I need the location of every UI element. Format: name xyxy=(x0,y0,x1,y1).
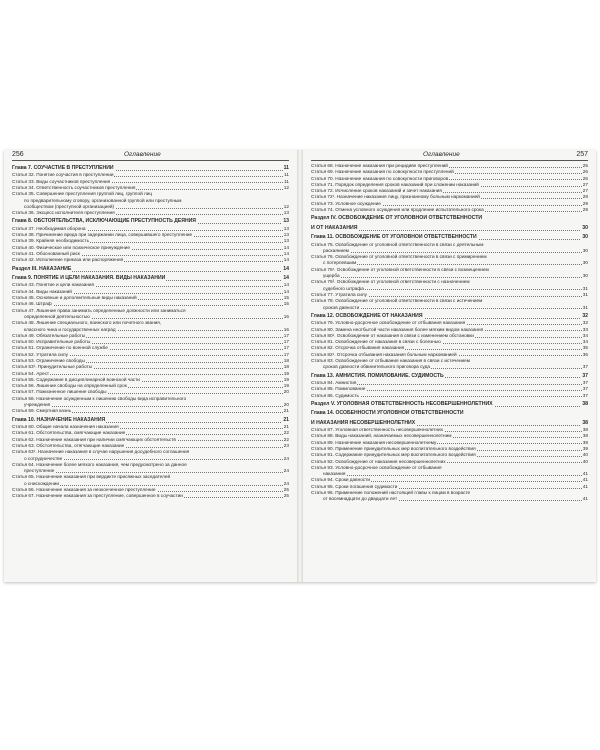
toc-entry-text: учреждения xyxy=(12,402,51,407)
toc-entry-text: Статья 60. Общие начала назначения наказания xyxy=(12,424,119,430)
toc-page-number: 21 xyxy=(283,416,289,423)
toc-page-number: 14 xyxy=(283,275,289,282)
toc-entry-text: Статья 49. Обязательные работы xyxy=(12,332,86,338)
toc-page-number: 14 xyxy=(283,288,289,294)
toc-entry-text: Глава 13. АМНИСТИЯ. ПОМИЛОВАНИЕ. СУДИМОСТЬ xyxy=(311,372,444,379)
toc-page-number: 26 xyxy=(582,169,588,175)
toc-entry-text: Статья 96. Применение положений настоящей главы к лицам в возрасте xyxy=(311,490,471,495)
toc-entry-text: Статья 92. Освобождение от наказания несовершеннолетних xyxy=(311,458,446,464)
toc-page-number: 29 xyxy=(582,200,588,206)
toc-entry-text: Глава 12. ОСВОБОЖДЕНИЕ ОТ НАКАЗАНИЯ xyxy=(311,312,423,319)
toc-entry-text: Статья 63. Обстоятельства, отягчающие наказание xyxy=(12,442,125,448)
toc-entry-text: И НАКАЗАНИЯ НЕСОВЕРШЕННОЛЕТНИХ xyxy=(311,419,416,426)
toc-entry-text: Статья 77. Утратила силу xyxy=(311,291,367,297)
toc-entry xyxy=(311,393,588,399)
toc-chapter-heading xyxy=(311,410,588,417)
toc-page-number: 34 xyxy=(582,339,588,345)
toc-chapter-heading xyxy=(311,234,588,241)
toc-page-number: 30 xyxy=(582,247,588,253)
toc-page-number: 37 xyxy=(582,392,588,398)
toc-entry-text: от восемнадцати до двадцати лет xyxy=(311,496,398,501)
toc-page-number: 14 xyxy=(283,257,289,263)
toc-page-number: 31 xyxy=(582,285,588,291)
open-book xyxy=(4,150,596,582)
toc-entry-continuation xyxy=(311,496,588,502)
toc-entry-text: о снисхождении xyxy=(12,481,60,486)
right-page xyxy=(303,150,596,582)
toc-page-number: 11 xyxy=(284,178,289,184)
toc-page-number: 11 xyxy=(283,165,289,171)
toc-entry-text: Глава 9. ПОНЯТИЕ И ЦЕЛИ НАКАЗАНИЯ. ВИДЫ НАКАЗАНИЙ xyxy=(12,275,166,282)
toc-chapter-heading xyxy=(311,420,588,427)
toc-chapter-heading xyxy=(12,417,289,424)
toc-entry-text: Статья 46. Штраф xyxy=(12,301,52,307)
toc-entry-text: Статья 58. Назначение осужденным к лишению свободы вида исправительного xyxy=(12,395,187,401)
toc-chapter-heading xyxy=(12,165,289,172)
toc-page-number: 19 xyxy=(283,370,289,376)
header-rule xyxy=(311,160,588,161)
toc-entry-text: Статья 74. Отмена условного осуждения или продление испытательного срока xyxy=(311,207,484,213)
toc-page-number: 18 xyxy=(283,364,289,370)
toc-page-number: 37 xyxy=(582,386,588,392)
toc-entry-text: Статья 34. Ответственность соучастников преступления xyxy=(12,184,136,190)
toc-entry-text: Статья 59. Смертная казнь xyxy=(12,408,72,414)
toc-page-number: 15 xyxy=(283,301,289,307)
toc-entry-text: преступление xyxy=(12,468,55,473)
toc-entry xyxy=(12,493,289,499)
toc-entry-continuation xyxy=(311,364,588,370)
toc-entry-text: Статья 70. Назначение наказания по совокупности приговоров xyxy=(311,175,449,181)
toc-page-number: 22 xyxy=(283,436,289,442)
toc-entry-text: Статья 64. Назначение более мягкого наказания, чем предусмотрено за данное xyxy=(12,461,187,467)
toc-page-number: 21 xyxy=(283,408,289,414)
toc-entry-text: судебного штрафа xyxy=(311,286,365,291)
toc-entry-text: Статья 76¹. Освобождение от уголовной ответственности в связи с возмещением xyxy=(311,266,489,272)
toc-entry-text: Статья 76. Освобождение от уголовной ответственности в связи с примирением xyxy=(311,254,487,260)
toc-entry-text: Статья 39. Крайняя необходимость xyxy=(12,238,90,244)
toc-entry-text: Статья 51. Ограничение по военной службе xyxy=(12,345,108,351)
toc-entry-text: Статья 69. Назначение наказания по совокупности преступлений xyxy=(311,169,454,175)
toc-entry-text: Статья 91. Содержание принудительных мер воспитательного воздействия xyxy=(311,452,476,458)
toc-page-number: 30 xyxy=(582,234,588,241)
toc-entry-text: Раздел IV. ОСВОБОЖДЕНИЕ ОТ УГОЛОВНОЙ ОТВЕТСТВЕННОСТИ xyxy=(311,215,483,222)
toc-entry-text: Статья 32. Понятие соучастия в преступлении xyxy=(12,172,114,178)
toc-entry-text: Статья 56. Лишение свободы на определенный срок xyxy=(12,383,127,389)
toc-entry-text: Раздел V. УГОЛОВНАЯ ОТВЕТСТВЕННОСТЬ НЕСОВЕРШЕННОЛЕТНИХ xyxy=(311,400,493,407)
toc-entry-text: Статья 79. Условно-досрочное освобождение от отбывания наказания xyxy=(311,320,466,326)
toc-page-number: 20 xyxy=(283,389,289,395)
toc-page-number: 19 xyxy=(283,383,289,389)
toc-entry-text: Статья 72. Исчисление сроков наказаний и зачет наказания xyxy=(311,188,442,194)
toc-page-number: 24 xyxy=(283,468,289,474)
toc-entry-text: Статья 40. Физическое или психическое принуждение xyxy=(12,244,130,250)
toc-page-number: 14 xyxy=(283,244,289,250)
toc-page-number: 11 xyxy=(284,172,289,178)
toc-page-number: 27 xyxy=(582,188,588,194)
toc-page-number: 25 xyxy=(283,493,289,499)
toc-page-number: 41 xyxy=(582,471,588,477)
toc-page-number: 23 xyxy=(283,442,289,448)
toc-entry-text: Статья 53. Ограничение свободы xyxy=(12,357,85,363)
toc-entry-text: И ОТ НАКАЗАНИЯ xyxy=(311,224,358,231)
toc-page-number: 38 xyxy=(582,400,588,407)
toc-entry-text: Статья 80¹. Освобождение от наказания в связи с изменением обстановки xyxy=(311,332,474,338)
toc-page-number: 32 xyxy=(582,312,588,319)
toc-entry-text: Статья 89. Назначение наказания несовершеннолетнему xyxy=(311,439,437,445)
toc-page-number: 13 xyxy=(283,218,289,225)
toc-entry-text: сроков давности обвинительного приговора суда xyxy=(311,364,431,369)
toc-entry-text: Статья 45. Основные и дополнительные виды наказаний xyxy=(12,295,137,301)
toc-page-number: 37 xyxy=(582,379,588,385)
toc-entry-text: классного чина и государственных наград xyxy=(12,327,117,332)
toc-page-number: 29 xyxy=(582,207,588,213)
toc-entry-text: Статья 81. Освобождение от наказания в связи с болезнью xyxy=(311,339,441,345)
toc-entry-text: Статья 62. Назначение наказания при наличии смягчающих обстоятельств xyxy=(12,436,176,442)
toc-chapter-heading xyxy=(311,313,588,320)
toc-page-number: 36 xyxy=(582,351,588,357)
toc-page-number: 17 xyxy=(283,332,289,338)
toc-page-number: 25 xyxy=(582,163,588,168)
toc-entry-text: Статья 43. Понятие и цели наказания xyxy=(12,282,95,288)
toc-page-number: 31 xyxy=(582,304,588,310)
toc-entry-text: Статья 85. Помилование xyxy=(311,386,366,392)
toc-entry-text: Статья 38. Причинение вреда при задержании лица, совершившего преступление xyxy=(12,232,193,238)
toc-page-number: 34 xyxy=(582,332,588,338)
toc-entry-text: Статья 33. Виды соучастников преступления xyxy=(12,178,111,184)
toc-entry-text: Статья 87. Уголовная ответственность несовершеннолетних xyxy=(311,427,444,433)
toc-entry-text: Статья 93. Условно-досрочное освобождение от отбывания xyxy=(311,464,442,470)
toc-entry xyxy=(12,257,289,263)
toc-entry-text: Статья 57. Пожизненное лишение свободы xyxy=(12,389,107,395)
toc-entry-text: Статья 95. Сроки погашения судимости xyxy=(311,483,398,489)
toc-page-number: 30 xyxy=(582,260,588,266)
toc-entry-text: Статья 67. Назначение наказания за преступление, совершенное в соучастии xyxy=(12,493,183,499)
toc-page-number: 30 xyxy=(582,224,588,231)
toc-entry-text: сроков давности xyxy=(311,305,360,310)
toc-list xyxy=(311,163,588,503)
toc-page-number: 32 xyxy=(582,320,588,326)
toc-entry-text: Глава 11. ОСВОБОЖДЕНИЕ ОТ УГОЛОВНОЙ ОТВЕТСТВЕННОСТИ xyxy=(311,234,477,241)
toc-entry-text: Статья 88. Виды наказаний, назначаемых несовершеннолетним xyxy=(311,433,452,439)
toc-page-number: 39 xyxy=(582,439,588,445)
toc-entry-text: Статья 83. Освобождение от отбывания наказания в связи с истечением xyxy=(311,357,470,363)
toc-page-number: 25 xyxy=(283,487,289,493)
toc-entry-text: Статья 65. Назначение наказания при вердикте присяжных заседателей xyxy=(12,474,171,480)
toc-entry-text: Статья 73. Условное осуждение xyxy=(311,200,381,206)
running-title: Оглавление xyxy=(124,151,161,158)
toc-entry-text: определенной деятельностью xyxy=(12,314,91,319)
toc-page-number: 41 xyxy=(582,477,588,483)
toc-entry-text: Статья 50. Исправительные работы xyxy=(12,339,91,345)
toc-entry-text: Статья 61. Обстоятельства, смягчающие наказание xyxy=(12,430,126,436)
toc-entry-text: Статья 71. Порядок определения сроков наказаний при сложении наказаний xyxy=(311,181,479,187)
toc-entry-text: Статья 82¹. Отсрочка отбывания наказания больным наркоманией xyxy=(311,351,457,357)
toc-entry-text: Статья 75. Освобождение от уголовной ответственности в связи с деятельным xyxy=(311,241,484,247)
toc-entry-text: ущерба xyxy=(311,273,341,278)
toc-entry-text: раскаянием xyxy=(311,248,350,253)
toc-page-number: 38 xyxy=(582,427,588,433)
toc-section-heading xyxy=(311,401,588,408)
toc-entry-text: Статья 82. Отсрочка отбывания наказания xyxy=(311,345,405,351)
toc-entry-text: Статья 94. Сроки давности xyxy=(311,477,370,483)
toc-page-number: 15 xyxy=(283,295,289,301)
toc-page-number: 40 xyxy=(582,458,588,464)
toc-page-number: 24 xyxy=(283,480,289,486)
toc-entry-text: Статья 44. Виды наказаний xyxy=(12,288,72,294)
toc-page-number: 40 xyxy=(582,452,588,458)
toc-entry-text: Статья 72¹. Назначение наказания лицу, признанному больным наркоманией xyxy=(311,194,480,200)
toc-page-number: 17 xyxy=(283,351,289,357)
toc-page-number: 14 xyxy=(283,265,289,272)
toc-entry-text: Статья 36. Эксцесс исполнителя преступления xyxy=(12,210,115,216)
toc-page-number: 13 xyxy=(283,210,289,216)
toc-page-number: 13 xyxy=(283,225,289,231)
toc-entry-text: Статья 47. Лишение права занимать определенные должности или заниматься xyxy=(12,307,186,313)
toc-entry-text: Статья 35. Совершение преступления группой лиц, группой лиц xyxy=(12,191,153,197)
toc-page-number: 13 xyxy=(283,232,289,238)
toc-page-number: 28 xyxy=(582,194,588,200)
toc-entry-text: Статья 53¹. Принудительные работы xyxy=(12,364,93,370)
toc-page-number: 27 xyxy=(582,181,588,187)
toc-section-heading xyxy=(311,215,588,222)
toc-page-number: 38 xyxy=(582,433,588,439)
toc-page-number: 17 xyxy=(283,339,289,345)
page-number: 256 xyxy=(12,151,24,158)
toc-entry-text: по предварительному сговору, организованной группой или преступным xyxy=(12,198,183,203)
toc-section-heading xyxy=(311,225,588,232)
toc-page-number: 16 xyxy=(283,313,289,319)
toc-page-number: 19 xyxy=(283,376,289,382)
toc-page-number: 20 xyxy=(283,402,289,408)
toc-entry-text: Статья 48. Лишение специального, воинского или почетного звания, xyxy=(12,320,162,326)
toc-entry xyxy=(311,207,588,213)
toc-page-number: 14 xyxy=(283,282,289,288)
toc-page-number: 31 xyxy=(582,291,588,297)
toc-entry-text: Статья 84. Амнистия xyxy=(311,379,357,385)
toc-page-number: 24 xyxy=(283,455,289,461)
toc-page-number: 12 xyxy=(283,203,289,209)
toc-entry-text: Статья 90. Применение принудительных мер воспитательного воздействия xyxy=(311,445,476,451)
toc-page-number: 37 xyxy=(582,364,588,370)
left-page xyxy=(4,150,297,582)
toc-entry-text: Статья 63¹. Назначение наказания в случае нарушения досудебного соглашения xyxy=(12,449,190,455)
toc-entry-text: Статья 68. Назначение наказания при рецидиве преступлений xyxy=(311,163,448,168)
toc-entry-continuation xyxy=(311,305,588,311)
toc-page-number: 18 xyxy=(283,357,289,363)
toc-entry-text: Статья 41. Обоснованный риск xyxy=(12,251,80,257)
toc-entry-text: Глава 10. НАЗНАЧЕНИЕ НАКАЗАНИЯ xyxy=(12,416,106,423)
toc-entry-text: Глава 7. СОУЧАСТИЕ В ПРЕСТУПЛЕНИИ xyxy=(12,165,114,171)
toc-entry-text: сообществом (преступной организацией) xyxy=(12,204,115,209)
toc-entry-text: Статья 42. Исполнение приказа или распоряжения xyxy=(12,257,124,263)
toc-page-number: 14 xyxy=(283,251,289,257)
toc-entry-text: Статья 78. Освобождение от уголовной ответственности в связи с истечением xyxy=(311,298,483,304)
header-rule xyxy=(12,160,289,161)
toc-entry-text: с потерпевшим xyxy=(311,260,357,265)
toc-entry-text: Статья 76². Освобождение от уголовной ответственности с назначением xyxy=(311,279,470,285)
toc-chapter-heading xyxy=(12,218,289,225)
toc-page-number: 39 xyxy=(582,445,588,451)
toc-entry-text: Глава 14. ОСОБЕННОСТИ УГОЛОВНОЙ ОТВЕТСТВЕННОСТИ xyxy=(311,410,464,417)
toc-entry-text: Статья 86. Судимость xyxy=(311,392,359,398)
toc-entry-text: наказания xyxy=(311,471,346,476)
toc-entry-text: Статья 54. Арест xyxy=(12,370,50,376)
toc-page-number: 35 xyxy=(582,345,588,351)
toc-page-number: 16 xyxy=(283,326,289,332)
toc-entry-text: Статья 37. Необходимая оборона xyxy=(12,225,86,231)
toc-page-number: 30 xyxy=(582,273,588,279)
toc-page-number: 37 xyxy=(582,372,588,379)
toc-page-number: 41 xyxy=(582,483,588,489)
toc-section-heading xyxy=(12,266,289,273)
toc-list xyxy=(12,163,289,500)
page-number: 257 xyxy=(576,151,588,158)
toc-entry-text: Статья 80. Замена неотбытой части наказания более мягким видом наказания xyxy=(311,326,484,332)
toc-entry-text: Статья 52. Утратила силу xyxy=(12,351,68,357)
toc-entry-text: Глава 8. ОБСТОЯТЕЛЬСТВА, ИСКЛЮЧАЮЩИЕ ПРЕСТУПНОСТЬ ДЕЯНИЯ xyxy=(12,218,196,225)
toc-page-number: 41 xyxy=(582,496,588,502)
toc-chapter-heading xyxy=(12,275,289,282)
toc-page-number: 38 xyxy=(582,419,588,426)
toc-page-number: 26 xyxy=(582,175,588,181)
toc-page-number: 33 xyxy=(582,326,588,332)
toc-entry-text: Раздел III. НАКАЗАНИЕ xyxy=(12,265,72,272)
toc-chapter-heading xyxy=(311,373,588,380)
toc-page-number: 12 xyxy=(283,184,289,190)
toc-page-number: 21 xyxy=(283,424,289,430)
running-title: Оглавление xyxy=(423,151,460,158)
toc-entry-text: Статья 55. Содержание в дисциплинарной воинской части xyxy=(12,376,140,382)
toc-entry xyxy=(12,210,289,216)
toc-entry-text: Статья 66. Назначение наказания за неоконченное преступление xyxy=(12,487,156,493)
toc-entry-text: о сотрудничестве xyxy=(12,456,63,461)
toc-entry xyxy=(12,408,289,414)
toc-page-number: 13 xyxy=(283,238,289,244)
toc-page-number: 22 xyxy=(283,430,289,436)
toc-page-number: 17 xyxy=(283,345,289,351)
